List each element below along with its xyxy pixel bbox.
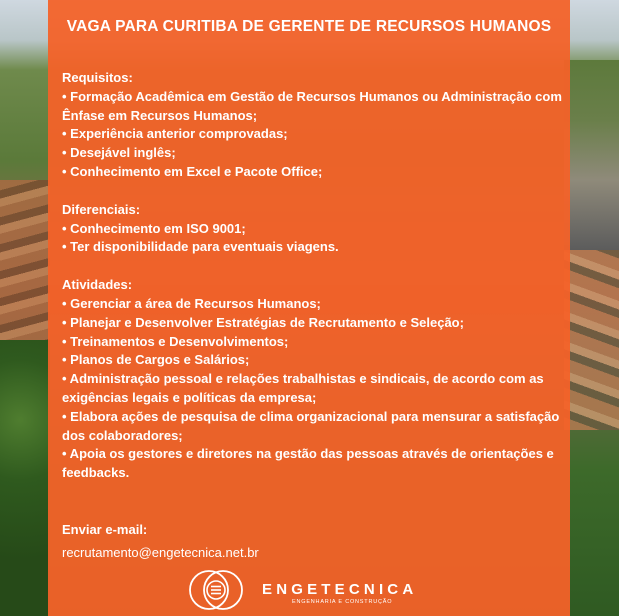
- job-post-panel: [48, 0, 570, 616]
- job-title: VAGA PARA CURITIBA DE GERENTE DE RECURSOS HUMANOS: [66, 18, 552, 35]
- background-trees: [0, 340, 50, 616]
- requisito-item: • Formação Acadêmica em Gestão de Recursos Humanos ou Administração com Ênfase em Recursos Humanos;: [62, 88, 562, 123]
- atividade-item: • Treinamentos e Desenvolvimentos;: [62, 333, 289, 349]
- logo-tagline: ENGENHARIA E CONSTRUÇÃO: [292, 599, 393, 605]
- background-earthworks-left: [0, 180, 50, 340]
- engetecnica-logo: [188, 568, 448, 612]
- background-earthworks-right: [564, 250, 619, 430]
- atividade-item: • Administração pessoal e relações trabalhistas e sindicais, de acordo com as exigências legais e políticas da empresa;: [62, 371, 544, 405]
- atividade-item: • Apoia os gestores e diretores na gestão das pessoas através de orientações e feedbacks.: [62, 446, 554, 481]
- background-substation: [564, 60, 619, 250]
- requisitos-heading: Requisitos:: [62, 70, 133, 85]
- job-content: [62, 69, 562, 563]
- atividade-item: • Gerenciar a área de Recursos Humanos;: [62, 295, 321, 311]
- atividade-item: • Planejar e Desenvolver Estratégias de Recrutamento e Seleção;: [62, 314, 464, 330]
- logo-name: ENGETECNICA: [262, 581, 418, 598]
- diferenciais-heading: Diferenciais:: [62, 201, 141, 217]
- diferencial-item: • Conhecimento em ISO 9001;: [62, 220, 246, 236]
- atividades-heading: Atividades:: [62, 277, 133, 293]
- contact-label: Enviar e-mail:: [62, 521, 148, 537]
- contact-email-link[interactable]: recrutamento@engetecnica.net.br: [62, 544, 259, 560]
- requisito-item: • Conhecimento em Excel e Pacote Office;: [62, 163, 323, 179]
- diferencial-item: • Ter disponibilidade para eventuais viagens.: [62, 239, 339, 255]
- atividade-item: • Elabora ações de pesquisa de clima organizacional para mensurar a satisfação dos colaboradores;: [62, 408, 560, 443]
- logo-mark-icon: [188, 568, 244, 612]
- atividade-item: • Planos de Cargos e Salários;: [62, 352, 250, 368]
- requisito-item: • Experiência anterior comprovadas;: [62, 126, 288, 142]
- requisito-item: • Desejável inglês;: [62, 145, 176, 161]
